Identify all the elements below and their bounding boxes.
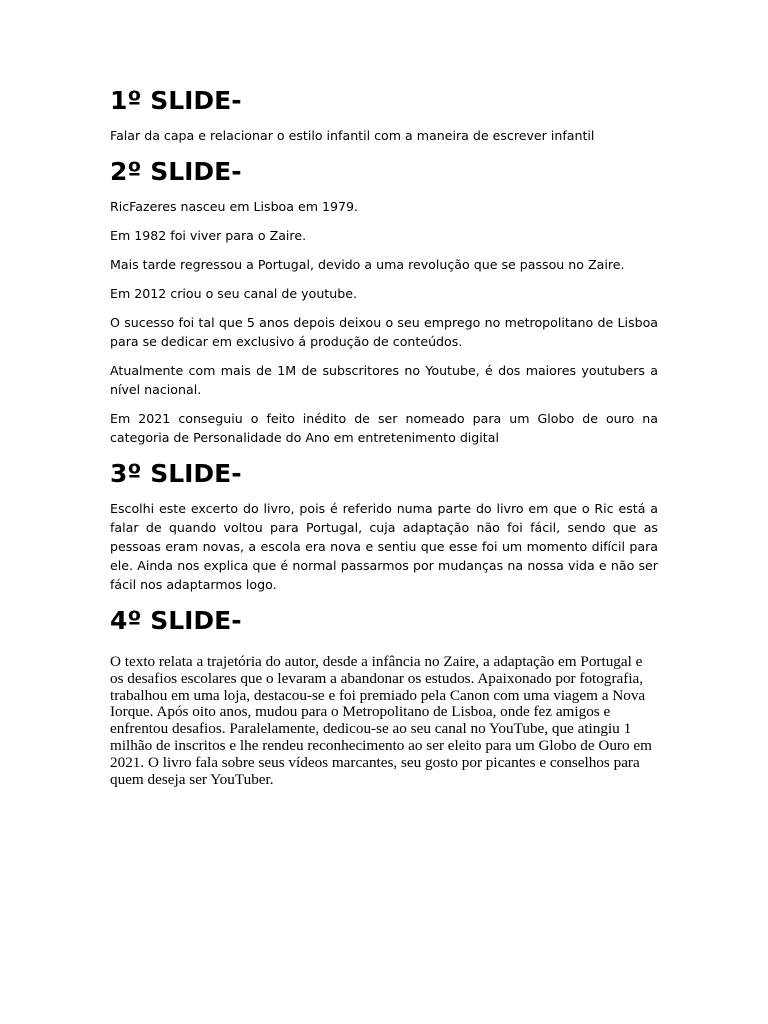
- slide-3-paragraph: Escolhi este excerto do livro, pois é referido numa parte do livro em que o Ric está a falar de quando voltou para Portugal, cuja adaptação não foi fácil, sendo que as pessoas eram novas, a escola era nova e sentiu que esse foi um momento difícil para ele. Ainda nos explica que é normal passarmos por mudanças na nossa vida e não ser fácil nos adaptarmos logo.: [110, 501, 658, 592]
- slide-1-heading: 1º SLIDE-: [110, 86, 242, 115]
- spacer: [110, 646, 658, 650]
- slide-2-paragraph: O sucesso foi tal que 5 anos depois deixou o seu emprego no metropolitano de Lisboa para se dedicar em exclusivo á produção de conteúdos.: [110, 315, 658, 349]
- slide-2-paragraph: Atualmente com mais de 1M de subscritores no Youtube, é dos maiores youtubers a nível nacional.: [110, 363, 658, 397]
- slide-4-heading: 4º SLIDE-: [110, 606, 242, 635]
- slide-2-paragraph: Em 2021 conseguiu o feito inédito de ser nomeado para um Globo de ouro na categoria de Personalidade do Ano em entretenimento digital: [110, 411, 658, 445]
- slide-2-paragraph: Em 2012 criou o seu canal de youtube.: [110, 286, 357, 301]
- slide-1-paragraph: Falar da capa e relacionar o estilo infantil com a maneira de escrever infantil: [110, 128, 595, 143]
- slide-4-paragraph: O texto relata a trajetória do autor, desde a infância no Zaire, a adaptação em Portugal e os desafios escolares que o levaram a abandonar os estudos. Apaixonado por fotografia, trabalhou em uma loja, destacou-se e foi premiado pela Canon com uma viagem a Nova Iorque. Após oito anos, mudou para o Metropolitano de Lisboa, onde fez amigos e enfrentou desafios. Paralelamente, dedicou-se ao seu canal no YouTube, que atingiu 1 milhão de inscritos e lhe rendeu reconhecimento ao ser eleito para um Globo de Ouro em 2021. O livro fala sobre seus vídeos marcantes, seu gosto por picantes e conselhos para quem deseja ser YouTuber.: [110, 653, 652, 788]
- slide-3-section: [110, 457, 658, 594]
- document-page: [110, 84, 658, 798]
- slide-2-paragraph: Mais tarde regressou a Portugal, devido a uma revolução que se passou no Zaire.: [110, 257, 625, 272]
- slide-2-paragraph: Em 1982 foi viver para o Zaire.: [110, 228, 307, 243]
- slide-3-heading: 3º SLIDE-: [110, 459, 242, 488]
- slide-4-section: [110, 604, 658, 788]
- slide-1-section: [110, 84, 658, 145]
- slide-2-section: [110, 155, 658, 447]
- slide-2-heading: 2º SLIDE-: [110, 157, 242, 186]
- slide-2-paragraph: RicFazeres nasceu em Lisboa em 1979.: [110, 199, 359, 214]
